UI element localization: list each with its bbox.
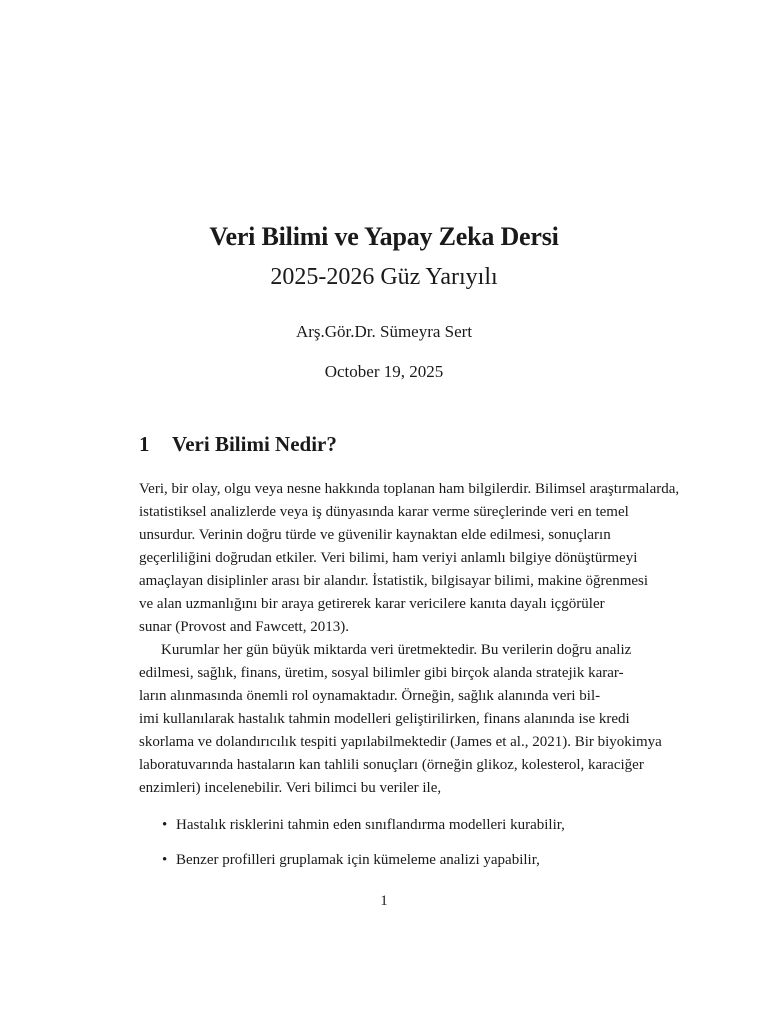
bullet-text: Benzer profilleri gruplamak için kümeleme analizi yapabilir, [176, 852, 540, 868]
paragraph-line: geçerliliğini doğrudan etkiler. Veri bilimi, ham veriyi anlamlı bilgiye dönüştürmeyi [139, 550, 638, 566]
paragraph-line: edilmesi, sağlık, finans, üretim, sosyal bilimler gibi birçok alanda stratejik karar- [139, 665, 624, 681]
paragraph-line: Kurumlar her gün büyük miktarda veri üretmektedir. Bu verilerin doğru analiz [161, 642, 632, 658]
paragraph-line: Veri, bir olay, olgu veya nesne hakkında toplanan ham bilgilerdir. Bilimsel araştırmalarda, [139, 481, 680, 497]
paragraph-line: skorlama ve dolandırıcılık tespiti yapılabilmektedir (James et al., 2021). Bir biyokimya [139, 734, 662, 750]
paragraph-line: enzimleri) incelenebilir. Veri bilimci bu veriler ile, [139, 780, 442, 796]
bullet-marker: • [162, 852, 168, 868]
section-number: 1 [139, 432, 150, 456]
paragraph-line: istatistiksel analizlerde veya iş dünyasında karar verme süreçlerinde veri en temel [139, 504, 629, 520]
paragraph-line: amaçlayan disiplinler arası bir alandır. İstatistik, bilgisayar bilimi, makine öğrenmesi [139, 573, 649, 589]
paragraph-line: ve alan uzmanlığını bir araya getirerek karar vericilere kanıta dayalı içgörüler [139, 596, 605, 612]
page-number: 1 [380, 893, 388, 909]
section-title: Veri Bilimi Nedir? [172, 432, 337, 456]
author: Arş.Gör.Dr. Sümeyra Sert [295, 322, 473, 341]
paragraph-line: unsurdur. Verinin doğru türde ve güvenilir kaynaktan elde edilmesi, sonuçların [139, 527, 611, 543]
document-title: Veri Bilimi ve Yapay Zeka Dersi [209, 222, 559, 251]
paragraph-line: laboratuvarında hastaların kan tahlili sonuçları (örneğin glikoz, kolesterol, karaciğer [139, 757, 644, 773]
document-subtitle: 2025-2026 Güz Yarıyılı [270, 264, 498, 290]
paragraph-line: sunar (Provost and Fawcett, 2013). [139, 619, 349, 635]
paragraph-line: imi kullanılarak hastalık tahmin modelleri geliştirilirken, finans alanında ise kredi [139, 711, 630, 727]
bullet-marker: • [162, 817, 168, 833]
paragraph-line: ların alınmasında önemli rol oynamaktadır. Örneğin, sağlık alanında veri bil- [139, 688, 601, 704]
date: October 19, 2025 [324, 362, 444, 381]
bullet-text: Hastalık risklerini tahmin eden sınıflandırma modelleri kurabilir, [176, 817, 565, 833]
